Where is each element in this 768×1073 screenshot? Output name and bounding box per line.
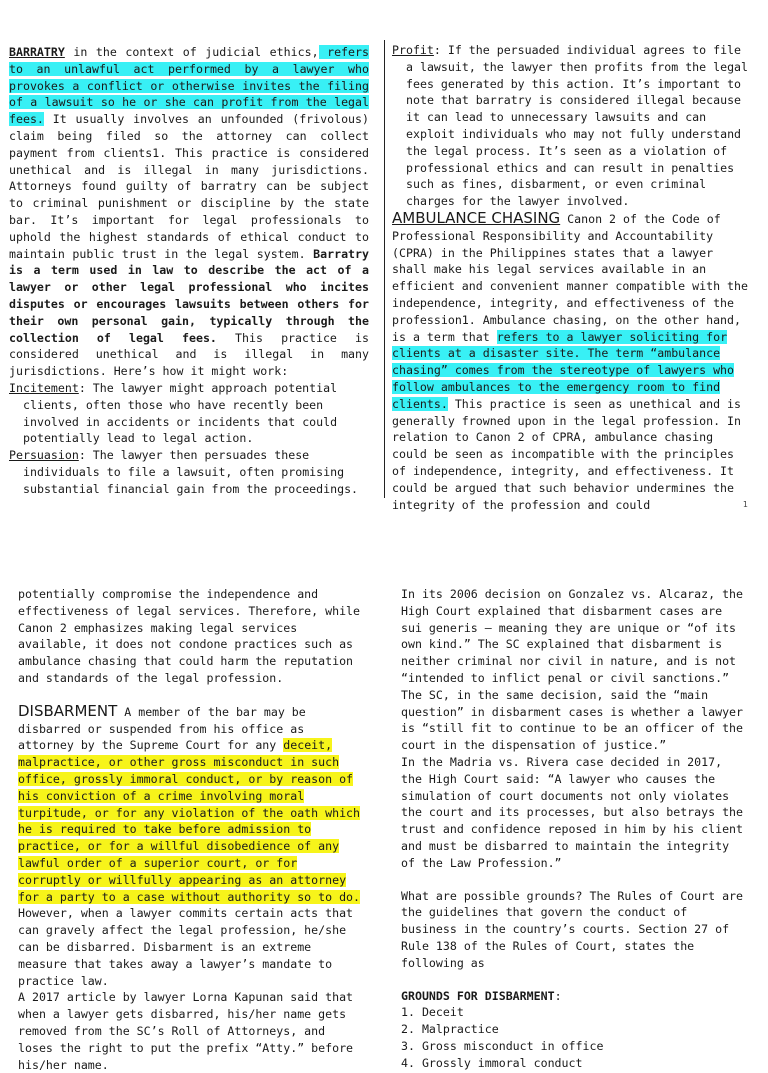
grounds-colon: : [554, 988, 562, 1003]
disbarment-heading: DISBARMENT [18, 701, 118, 720]
barratry-intro: in the context of judicial ethics, [64, 45, 319, 59]
page-number: 1 [742, 500, 748, 509]
kapunan-paragraph: A 2017 article by lawyer Lorna Kapunan said that when a lawyer gets disbarred, his/her name gets removed from the SC’s Roll of Attorneys, and loses the right to put the prefix “Atty.” before his/her name. [18, 990, 354, 1072]
document-page-2 [0, 520, 768, 1072]
page2-left-column [18, 586, 364, 1073]
document-page-1 [0, 0, 768, 520]
incitement-text: : The lawyer might approach potential clients, often those who have recently been involved in accidents or incidents that could potentially lead to legal action. [23, 380, 338, 446]
page1-left-column [9, 44, 369, 498]
disbarment-intro: A member of the bar may be disbarred or suspended from his office as attorney by the Supreme Court for any [18, 704, 306, 753]
incitement-label: Incitement [9, 380, 79, 395]
ambulance-tail: This practice is seen as unethical and is generally frowned upon in the legal profession. In relation to Canon 2 of CPRA, ambulance chasing could be seen as incompatible with the principles of independence, integrity, and effectiveness. It could be argued that such behavior undermines the integrity of the profession and could [392, 396, 742, 512]
barratry-heading: BARRATRY [9, 45, 65, 59]
barratry-bold-definition: Barratry is a term used in law to describe the act of a lawyer or other legal professional who incites disputes or encourages lawsuits between others for their own personal gain, typically through the collection of legal fees. [9, 246, 369, 345]
grounds-question-paragraph: What are possible grounds? The Rules of Court are the guidelines that govern the conduct of business in the country’s courts. Section 27 of Rule 138 of the Rules of Court, states the following as [401, 888, 744, 970]
grounds-item: 1. Deceit [401, 1005, 464, 1020]
grounds-heading: GROUNDS FOR DISBARMENT [401, 988, 555, 1003]
ambulance-highlight: refers to a lawyer soliciting for clients at a disaster site. The term “ambulance chasing” comes from the stereotype of lawyers who follow ambulances to the emergency room to find clients. [392, 329, 735, 411]
ambulance-paragraph [392, 210, 752, 513]
ambulance-heading: AMBULANCE CHASING [392, 208, 561, 227]
persuasion-item [9, 447, 369, 497]
persuasion-label: Persuasion [9, 448, 79, 463]
ambulance-intro: Canon 2 of the Code of Professional Responsibility and Accountability (CPRA) in the Philippines states that a lawyer shall make his legal services available in an efficient and convenient manner compatible with the independence, integrity, and effectiveness of the profession1. Ambulance chasing, on the other hand, is a term that [392, 211, 748, 344]
grounds-heading-line [401, 988, 749, 1005]
barratry-tail: This practice is considered unethical and is illegal in many jurisdictions. Here’s how it might work: [9, 330, 369, 379]
however-paragraph: However, when a lawyer commits certain acts that can gravely affect the legal profession, he/she can be disbarred. Disbarment is an extreme measure that takes away a lawyer’s mandate to practice law. [18, 906, 354, 988]
barratry-highlight: refers to an unlawful act performed by a lawyer who provokes a conflict or otherwise invites the filing of a lawsuit so he or she can profit from the legal fees. [9, 45, 369, 127]
grounds-item: 2. Malpractice [401, 1022, 499, 1037]
main-question-paragraph: The SC, in the same decision, said the “main question” in disbarment cases is whether a lawyer is “still fit to continue to be an officer of the court in the dispensation of justice.” [401, 687, 744, 753]
persuasion-text: : The lawyer then persuades these individuals to file a lawsuit, often promising substantial financial gain from the proceedings. [23, 448, 359, 496]
barratry-paragraph [9, 44, 369, 380]
incitement-item [9, 380, 369, 447]
grounds-item: 4. Grossly immoral conduct [401, 1055, 583, 1070]
madria-paragraph: In the Madria vs. Rivera case decided in 2017, the High Court said: “A lawyer who causes the simulation of court documents not only violates the court and its processes, but also betrays the trust and confidence reposed in him by his client and must be disbarred to maintain the integrity of the Law Profession.” [401, 754, 744, 870]
column-divider [384, 40, 385, 498]
page1-right-column [392, 42, 752, 513]
barratry-body: It usually involves an unfounded (frivolous) claim being filed so the attorney can collect payment from clients1. This practice is considered unethical and is illegal in many jurisdictions. Attorneys found guilty of barratry can be subject to criminal punishment or discipline by the state bar. It’s important for legal professionals to uphold the highest standards of ethical conduct to maintain public trust in the legal system. [9, 112, 369, 261]
grounds-item: 3. Gross misconduct in office [401, 1038, 604, 1053]
disbarment-paragraph [18, 703, 364, 906]
profit-item [392, 42, 752, 210]
page2-right-column [401, 586, 749, 1072]
profit-label: Profit [392, 43, 434, 57]
disbarment-highlight: deceit, malpractice, or other gross misconduct in such office, grossly immoral conduct, or by reason of his conviction of a crime involving moral turpitude, or for any violation of the oath which he is required to take before admission to practice, or for a willful disobedience of any lawful order of a superior court, or for corruptly or willfully appearing as an attorney for a party to a case without authority so to do. [18, 738, 361, 904]
profit-text: : If the persuaded individual agrees to file a lawsuit, the lawyer then profits from the legal fees generated by this action. It’s important to note that barratry is considered illegal because it can lead to unnecessary lawsuits and can exploit individuals who may not fully understand the legal process. It’s seen as a violation of professional ethics and can result in penalties such as fines, disbarment, or even criminal charges for the lawyer involved. [406, 43, 749, 209]
grounds-list [401, 1004, 749, 1071]
gonzalez-paragraph: In its 2006 decision on Gonzalez vs. Alcaraz, the High Court explained that disbarment cases are sui generis – meaning they are unique or “of its own kind.” The SC explained that disbarment is neither criminal nor civil in nature, and is not “intended to inflict penal or civil sanctions.” [401, 587, 744, 685]
continuation-paragraph: potentially compromise the independence and effectiveness of legal services. Therefore, while Canon 2 emphasizes making legal services available, it does not condone practices such as ambulance chasing that could harm the reputation and standards of the legal profession. [18, 587, 361, 685]
